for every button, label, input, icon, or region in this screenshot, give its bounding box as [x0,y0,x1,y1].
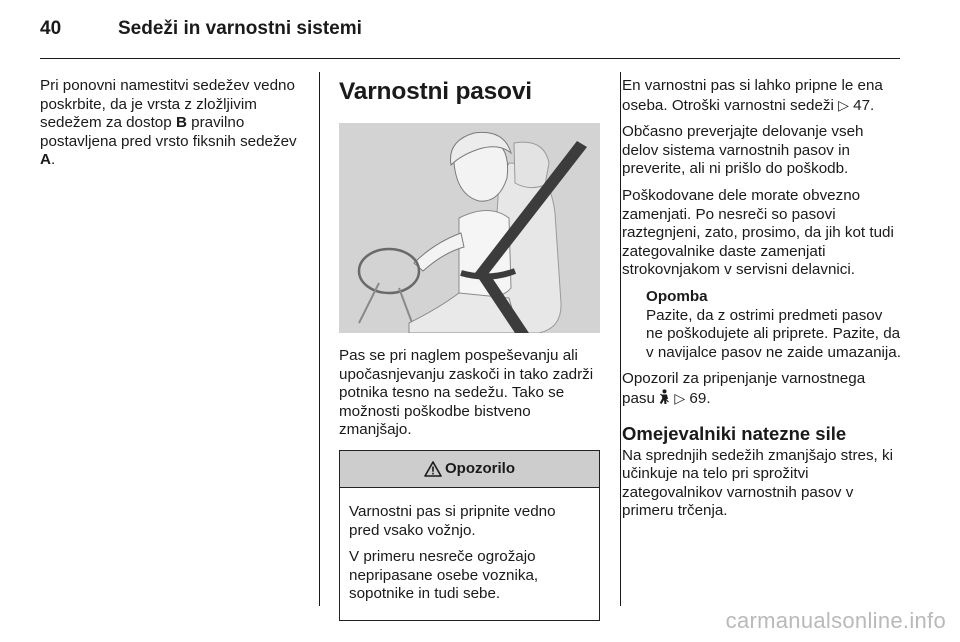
page-number: 40 [40,18,62,39]
warning-paragraph: V primeru nesreče ogrožajo nepripasane osebe voznika, sopotnike in tudi sebe. [349,548,539,603]
seatbelt-reminder-icon [659,389,670,405]
column-1 [40,77,310,178]
single-occupant-paragraph: En varnostni pas si lahko pripne le ena oseba. Otroški varnostni sedeži ▷ 47. [622,77,883,114]
header-rule [40,58,900,59]
note-title: Opomba [646,287,708,305]
warning-box [339,450,600,621]
cross-reference-icon: ▷ [838,96,849,113]
subsection-heading: Omejevalniki natezne sile [622,422,847,444]
cross-reference-link[interactable]: 47 [853,96,871,114]
note-block [622,288,902,362]
replace-paragraph: Poškodovane dele morate obvezno zamenjati. Po nesreči so pasovi raztegnjeni, zato, prosimo, da jih kot tudi zategovalnike daste zamenjati strokovnjakom v servisni delavnici. [622,186,894,279]
warning-title: Opozorilo [445,459,515,477]
column-3 [622,77,902,529]
belt-warning-paragraph: Opozoril za pripenjanje varnostnega pasu ▷ 69. [622,370,866,407]
note-text: Pazite, da z ostrimi predmeti pasov ne poškodujete ali priprete. Pazite, da v navijalce pasov ne zaide umazanija. [646,306,901,361]
seat-reinstall-paragraph: Pri ponovni namestitvi sedežev vedno poskrbite, da je vrsta z zložljivim sedežem za dostop B pravilno postavljena pred vrsto fiksnih sedežev A. [40,77,297,169]
column-divider-left [319,72,320,606]
column-2 [339,77,603,621]
seatbelt-description: Pas se pri naglem pospeševanju ali upočasnjevanju zaskoči in tako zadrži potnika tesno na sedežu. Tako se možnosti poškodbe bistveno zmanjšajo. [339,347,594,439]
warning-header [340,451,599,488]
warning-triangle-icon [424,461,442,477]
cross-reference-icon: ▷ [674,389,686,406]
section-heading: Varnostni pasovi [339,78,532,105]
watermark: carmanualsonline.info [725,608,946,633]
warning-body [340,488,599,620]
warning-paragraph: Varnostni pas si pripnite vedno pred vsako vožnjo. [349,502,556,539]
seatbelt-illustration [339,123,600,333]
force-limiter-paragraph: Na sprednjih sedežih zmanjšajo stres, ki učinkuje na telo pri sprožitvi zategovalnikov varnostnih pasov v primeru trčenja. [622,446,893,520]
check-paragraph: Občasno preverjajte delovanje vseh delov sistema varnostnih pasov in preverite, ali ni prišlo do poškodb. [622,123,864,178]
cross-reference-link[interactable]: 69 [689,389,707,407]
page-title: Sedeži in varnostni sistemi [118,18,362,39]
column-divider-right [620,72,621,606]
